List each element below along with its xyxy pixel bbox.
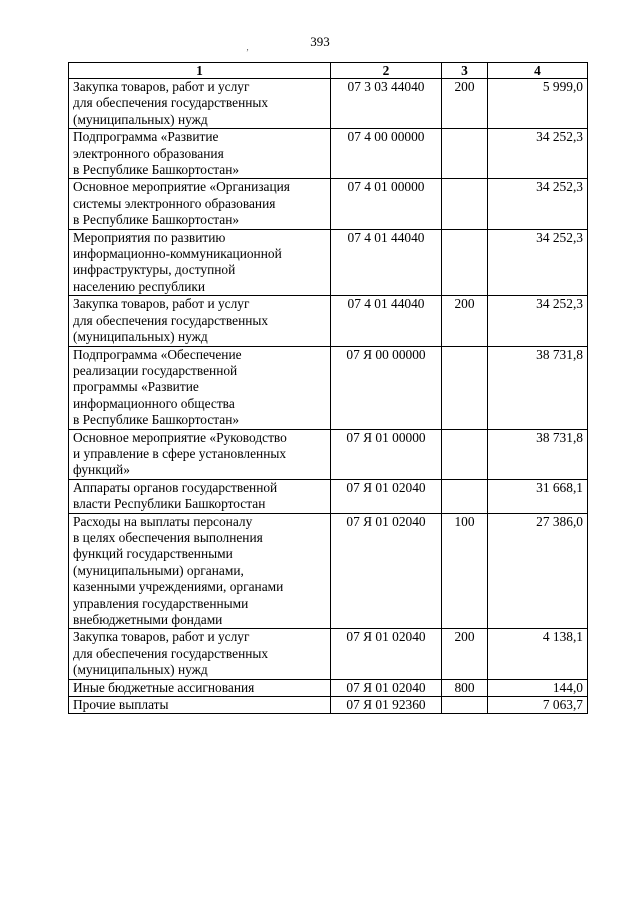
row-name-line: информационного общества [73, 395, 235, 411]
row-name-line: (муниципальных) нужд [73, 111, 208, 127]
row-code-cell: 07 Я 01 02040 [331, 479, 442, 513]
row-type-cell [442, 129, 488, 179]
row-name-line: в Республике Башкортостан» [73, 212, 240, 228]
row-name-line: в целях обеспечения выполнения [73, 529, 263, 545]
row-name-line: реализации государственной [73, 362, 238, 378]
row-amount-cell: 7 063,7 [488, 697, 588, 714]
row-amount-cell: 34 252,3 [488, 229, 588, 296]
row-type-cell [442, 346, 488, 429]
row-type-cell: 800 [442, 679, 488, 696]
row-code-cell: 07 Я 01 02040 [331, 629, 442, 679]
stray-mark: ‚ [246, 42, 249, 52]
row-name-line: Аппараты органов государственной [73, 479, 278, 495]
row-name-cell [69, 79, 331, 129]
row-name-line: электронного образования [73, 145, 224, 161]
row-name-line: управления государственными [73, 595, 249, 611]
row-name-cell [69, 429, 331, 479]
row-type-cell [442, 479, 488, 513]
row-name-line: системы электронного образования [73, 195, 276, 211]
row-amount-cell: 31 668,1 [488, 479, 588, 513]
row-name-cell [69, 479, 331, 513]
row-name-cell [69, 179, 331, 229]
row-code-cell: 07 Я 01 02040 [331, 513, 442, 629]
row-code-cell: 07 3 03 44040 [331, 79, 442, 129]
row-name-line: в Республике Башкортостан» [73, 412, 240, 428]
row-name-line: функций» [73, 462, 130, 478]
page-number: 393 [310, 34, 330, 49]
row-name-line: казенными учреждениями, органами [73, 579, 284, 595]
row-name-cell [69, 697, 331, 714]
row-name-line: Закупка товаров, работ и услуг [73, 79, 250, 94]
row-type-cell: 200 [442, 296, 488, 346]
row-amount-cell: 144,0 [488, 679, 588, 696]
row-name-line: в Республике Башкортостан» [73, 162, 240, 178]
row-code-cell: 07 4 00 00000 [331, 129, 442, 179]
row-name-cell [69, 129, 331, 179]
row-name-cell [69, 629, 331, 679]
row-name-line: власти Республики Башкортостан [73, 496, 266, 512]
row-amount-cell: 5 999,0 [488, 79, 588, 129]
budget-table [68, 62, 588, 714]
row-name-line: для обеспечения государственных [73, 645, 269, 661]
row-name-line: (муниципальными) органами, [73, 562, 244, 578]
table-row [69, 697, 588, 714]
row-amount-cell: 38 731,8 [488, 429, 588, 479]
table-row [69, 346, 588, 429]
row-type-cell [442, 429, 488, 479]
header-cell-amount: 4 [488, 63, 588, 79]
row-type-cell [442, 229, 488, 296]
row-name-line: для обеспечения государственных [73, 312, 269, 328]
row-name-line: Иные бюджетные ассигнования [73, 679, 255, 695]
row-code-cell: 07 Я 01 02040 [331, 679, 442, 696]
row-name-line: Основное мероприятие «Руководство [73, 429, 287, 445]
row-name-line: Закупка товаров, работ и услуг [73, 629, 250, 645]
row-name-cell [69, 296, 331, 346]
row-amount-cell: 38 731,8 [488, 346, 588, 429]
row-amount-cell: 34 252,3 [488, 179, 588, 229]
row-code-cell: 07 Я 00 00000 [331, 346, 442, 429]
row-name-line: Подпрограмма «Обеспечение [73, 346, 242, 362]
row-name-line: (муниципальных) нужд [73, 662, 208, 678]
table-row [69, 629, 588, 679]
row-code-cell: 07 4 01 44040 [331, 296, 442, 346]
row-type-cell: 100 [442, 513, 488, 629]
table-row [69, 179, 588, 229]
row-code-cell: 07 4 01 00000 [331, 179, 442, 229]
row-name-line: Основное мероприятие «Организация [73, 179, 290, 195]
row-code-cell: 07 4 01 44040 [331, 229, 442, 296]
row-name-line: Закупка товаров, работ и услуг [73, 296, 250, 312]
row-name-line: Прочие выплаты [73, 697, 169, 713]
header-cell-name: 1 [69, 63, 331, 79]
row-code-cell: 07 Я 01 92360 [331, 697, 442, 714]
row-amount-cell: 4 138,1 [488, 629, 588, 679]
row-name-cell [69, 679, 331, 696]
row-name-line: Подпрограмма «Развитие [73, 129, 219, 145]
table-row [69, 229, 588, 296]
row-name-cell [69, 346, 331, 429]
table-row [69, 479, 588, 513]
row-amount-cell: 34 252,3 [488, 129, 588, 179]
table-row [69, 429, 588, 479]
row-name-line: и управление в сфере установленных [73, 445, 287, 461]
row-name-line: инфраструктуры, доступной [73, 262, 236, 278]
row-name-cell [69, 229, 331, 296]
row-type-cell: 200 [442, 629, 488, 679]
row-type-cell [442, 179, 488, 229]
table-row [69, 129, 588, 179]
row-name-line: для обеспечения государственных [73, 95, 269, 111]
row-name-line: функций государственными [73, 546, 233, 562]
header-row [69, 63, 588, 79]
row-name-line: населению республики [73, 278, 206, 294]
table-row [69, 679, 588, 696]
header-cell-code: 2 [331, 63, 442, 79]
row-name-line: (муниципальных) нужд [73, 329, 208, 345]
row-name-cell [69, 513, 331, 629]
header-cell-type: 3 [442, 63, 488, 79]
row-name-line: программы «Развитие [73, 379, 199, 395]
row-code-cell: 07 Я 01 00000 [331, 429, 442, 479]
table-row [69, 513, 588, 629]
row-name-line: Расходы на выплаты персоналу [73, 513, 253, 529]
row-type-cell: 200 [442, 79, 488, 129]
row-name-line: внебюджетными фондами [73, 612, 223, 627]
table-row [69, 79, 588, 129]
row-amount-cell: 34 252,3 [488, 296, 588, 346]
table-row [69, 296, 588, 346]
row-amount-cell: 27 386,0 [488, 513, 588, 629]
row-name-line: Мероприятия по развитию [73, 229, 226, 245]
row-type-cell [442, 697, 488, 714]
row-name-line: информационно-коммуникационной [73, 246, 282, 262]
